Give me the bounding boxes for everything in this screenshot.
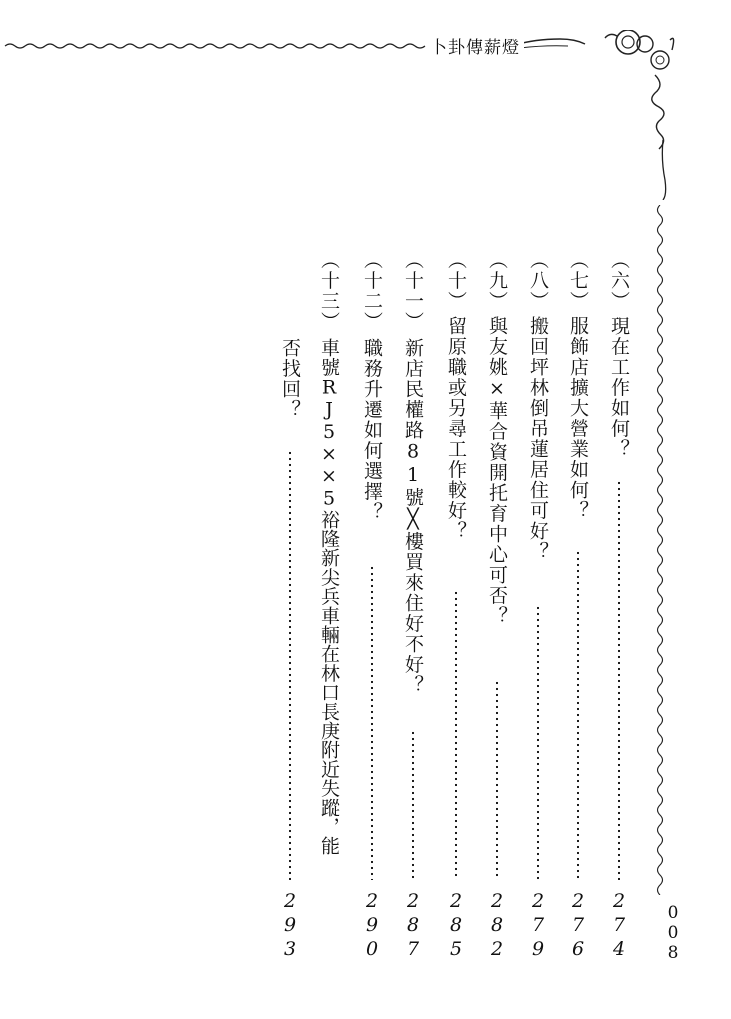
dot-leader <box>371 565 373 880</box>
running-header-title: 卜卦傳薪燈 <box>426 33 524 58</box>
toc-entry-title: 現在工作如何？ <box>608 316 630 460</box>
toc-entry <box>441 250 475 970</box>
toc-entry-label: （十三） <box>318 250 340 332</box>
page-number: 008 <box>663 903 683 963</box>
toc-entry-page: 279 <box>527 890 549 962</box>
dot-leader <box>289 450 291 880</box>
toc-entry <box>314 250 352 970</box>
toc-entry-title: 留原職或另尋工作較好？ <box>445 316 467 542</box>
toc-entry-title: 職務升遷如何選擇？ <box>361 338 383 523</box>
toc-entry-title: 車號RJ5××5裕隆新尖兵車輛在林口長庚附近失蹤，能 <box>318 338 340 856</box>
toc-entry <box>482 250 516 970</box>
toc-entry-label: （八） <box>527 250 549 312</box>
toc-entry-title: 新店民權路81號╳樓買來住好不好？ <box>402 338 424 696</box>
toc-entry-label: （九） <box>486 250 508 312</box>
toc-entry <box>357 250 395 970</box>
toc-entry-page: 285 <box>445 890 467 962</box>
toc-entry-page: 274 <box>608 890 630 962</box>
toc-entry-title-cont: 否找回？ <box>279 338 301 420</box>
toc-entry-label: （六） <box>608 250 630 312</box>
toc-entry-title: 搬回坪林倒吊蓮居住可好？ <box>527 316 549 562</box>
dot-leader <box>455 590 457 880</box>
dot-leader <box>618 480 620 880</box>
toc-entry <box>604 250 638 970</box>
header-ornament <box>0 30 731 200</box>
toc-entry-title: 與友姚×華合資開托育中心可否？ <box>486 316 508 627</box>
toc-entry <box>523 250 557 970</box>
dot-leader <box>577 550 579 880</box>
toc-entry-page: 276 <box>567 890 589 962</box>
toc-entry-title: 服飾店擴大營業如何？ <box>567 316 589 521</box>
dot-leader <box>496 680 498 880</box>
toc-entry-label: （十一） <box>402 250 424 332</box>
toc-entry-page: 293 <box>279 890 301 962</box>
toc-entry-page: 287 <box>402 890 424 962</box>
page-border <box>650 205 670 895</box>
toc-entry-continuation <box>275 250 309 970</box>
toc-entry <box>398 250 436 970</box>
dot-leader <box>537 605 539 880</box>
toc-entry-page: 282 <box>486 890 508 962</box>
toc-entry-page: 290 <box>361 890 383 962</box>
toc-entry-label: （十二） <box>361 250 383 332</box>
toc-entry-label: （十） <box>445 250 467 312</box>
toc-entry-label: （七） <box>567 250 589 312</box>
toc-entry <box>563 250 597 970</box>
dot-leader <box>412 730 414 880</box>
